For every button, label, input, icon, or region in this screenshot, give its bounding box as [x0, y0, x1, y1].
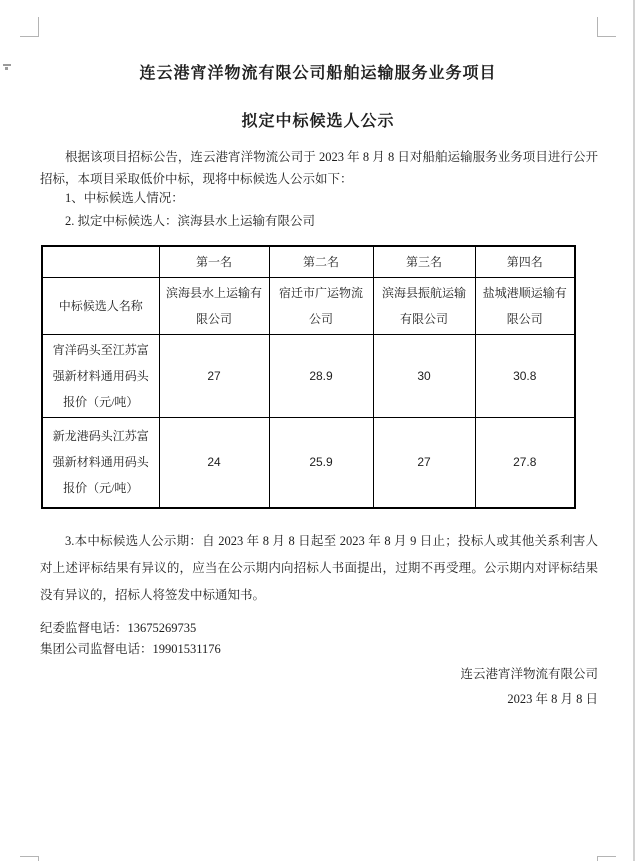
crop-mark-bottom-right-icon: [597, 856, 616, 861]
row-label-cell: 中标候选人名称: [42, 278, 159, 335]
row-label-cell: 宵洋码头至江苏富强新材料通用码头报价（元/吨）: [42, 335, 159, 418]
table-header-cell-rank2: 第二名: [269, 246, 373, 278]
table-header-cell-rank1: 第一名: [159, 246, 269, 278]
table-header-cell-rank4: 第四名: [475, 246, 575, 278]
crop-mark-top-right-icon: [597, 17, 616, 37]
price-cell: 27: [159, 335, 269, 418]
table-row-price-xinlonggang-wharf: [42, 418, 575, 508]
list-item-proposed-winner: 2. 拟定中标候选人：滨海县水上运输有限公司: [65, 214, 316, 228]
list-item-candidate-status: 1、中标候选人情况：: [65, 191, 184, 205]
crop-mark-top-left-icon: [20, 17, 39, 37]
crop-mark-bottom-left-icon: [20, 856, 39, 861]
price-cell: 30.8: [475, 335, 575, 418]
price-cell: 25.9: [269, 418, 373, 508]
candidate-name-cell: 盐城港顺运输有限公司: [475, 278, 575, 335]
signature-company: 连云港宵洋物流有限公司: [460, 667, 598, 681]
candidate-name-cell: 滨海县振航运输有限公司: [373, 278, 475, 335]
candidate-name-cell: 宿迁市广运物流公司: [269, 278, 373, 335]
price-cell: 28.9: [269, 335, 373, 418]
table-header-row: [42, 246, 575, 278]
signature-date: 2023 年 8 月 8 日: [507, 692, 598, 706]
document-subtitle: 拟定中标候选人公示: [241, 113, 395, 130]
price-cell: 27.8: [475, 418, 575, 508]
discipline-supervision-phone: 纪委监督电话：13675269735: [40, 621, 197, 635]
notice-paragraph: 3.本中标候选人公示期：自 2023 年 8 月 8 日起至 2023 年 8 月 9 日止；投标人或其他关系利害人对上述评标结果有异议的，应当在公示期内向招标人书面提出，过期不再受理。公示期内对评标结果没有异议的，招标人将签发中标通知书。: [40, 534, 598, 602]
price-cell: 27: [373, 418, 475, 508]
bid-candidates-table: [41, 245, 576, 509]
document-title: 连云港宵洋物流有限公司船舶运输服务业务项目: [139, 65, 497, 82]
table-row-price-xiaoyang-wharf: [42, 335, 575, 418]
price-cell: 24: [159, 418, 269, 508]
intro-paragraph: 根据该项目招标公告，连云港宵洋物流公司于 2023 年 8 月 8 日对船舶运输服务业务项目进行公开招标，本项目采取低价中标，现将中标候选人公示如下：: [40, 150, 598, 186]
table-header-cell-blank: [42, 246, 159, 278]
table-header-cell-rank3: 第三名: [373, 246, 475, 278]
row-label-cell: 新龙港码头江苏富强新材料通用码头报价（元/吨）: [42, 418, 159, 508]
candidate-name-cell: 滨海县水上运输有限公司: [159, 278, 269, 335]
group-supervision-phone: 集团公司监督电话：19901531176: [40, 642, 221, 656]
price-cell: 30: [373, 335, 475, 418]
table-row-candidate-names: [42, 278, 575, 335]
